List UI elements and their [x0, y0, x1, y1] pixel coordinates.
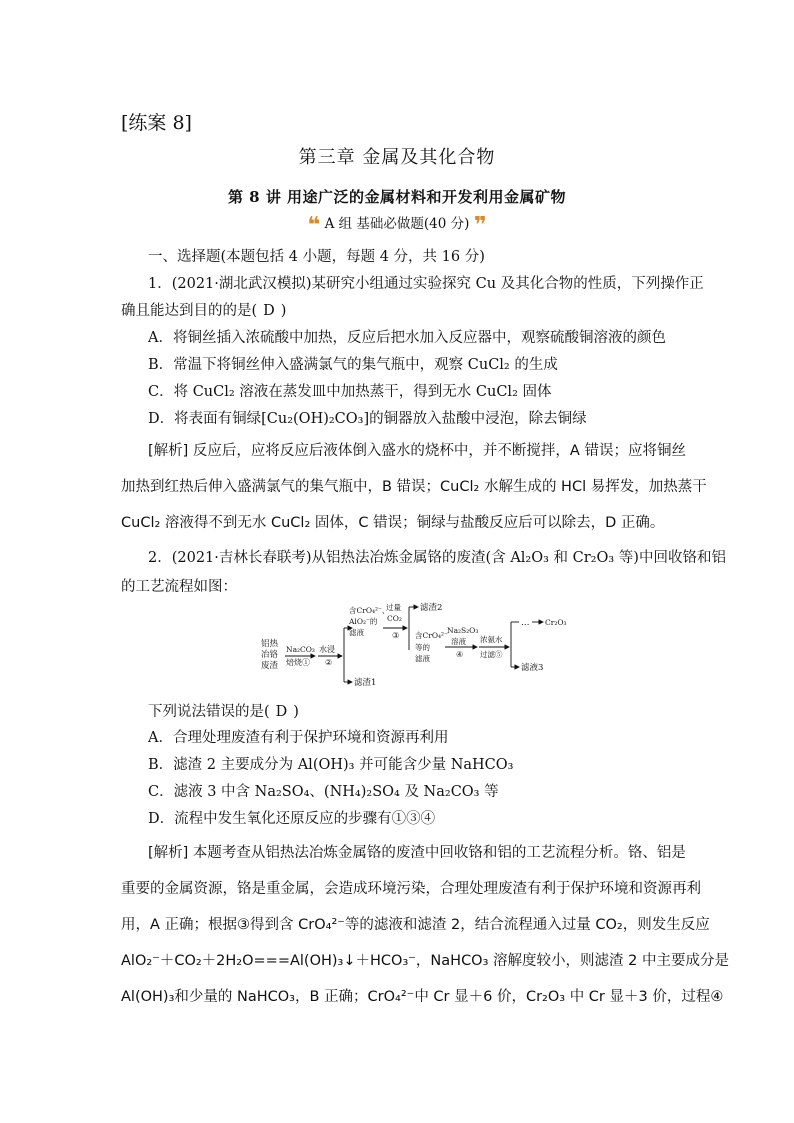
group-heading	[0, 212, 794, 238]
flow-product: Cr₂O₃	[545, 618, 567, 627]
q1-stem-line2	[121, 299, 286, 320]
process-flow-diagram	[255, 600, 585, 692]
flow-dots: …	[521, 618, 530, 628]
q2-option-d: D．流程中发生氧化还原反应的步骤有①③④	[148, 811, 436, 827]
flow-filtrate-2: AlO₂⁻的	[349, 617, 378, 626]
flow-filtrate3: 滤液3	[521, 663, 544, 673]
q1-answer: D	[263, 303, 275, 319]
q1-option-b: B．常温下将铜丝伸入盛满氯气的集气瓶中，观察 CuCl₂ 的生成	[148, 357, 558, 373]
q2-question-suffix: )	[293, 704, 299, 720]
flow-filtrate-3: 滤液	[349, 628, 364, 637]
flow-step4-label-2: ④	[456, 650, 464, 659]
close-quote-icon: ❞	[473, 213, 487, 238]
q1-explanation-line3: CuCl₂ 溶液得不到无水 CuCl₂ 固体，C 错误；铜绿与盐酸反应后可以除去，D 正确。	[121, 515, 665, 531]
q2-question	[148, 700, 299, 721]
open-quote-icon: ❝	[307, 213, 321, 238]
flow-solution-3: 滤液	[415, 654, 430, 663]
q2-stem-line1: 2．(2021·吉林长春联考)从铝热法冶炼金属铬的废渣(含 Al₂O₃ 和 Cr₂O₃ 等)中回收铬和铝	[148, 550, 726, 566]
lecture-title: 第 8 讲 用途广泛的金属材料和开发利用金属矿物	[227, 188, 567, 206]
flow-step3-label: ③	[392, 631, 400, 640]
q1-stem-prefix: 确且能达到目的的是(	[121, 303, 258, 319]
flow-residue1: 滤渣1	[354, 678, 377, 688]
flow-start-2: 冶铬	[261, 650, 279, 660]
flow-solution-1: 含CrO₄²⁻	[415, 631, 448, 640]
section-title: 一、选择题(本题包括 4 小题，每题 4 分，共 16 分)	[148, 249, 485, 265]
q2-explanation-line3: 用，A 正确；根据③得到含 CrO₄²⁻等的滤液和滤渣 2，结合流程通入过量 CO₂，则发生反应	[121, 917, 710, 933]
q2-explanation-line4: AlO₂⁻＋CO₂＋2H₂O===Al(OH)₃↓＋HCO₃⁻，NaHCO₃ 溶解度较小，则滤渣 2 中主要成分是	[121, 953, 729, 969]
q2-answer: D	[275, 704, 288, 720]
flow-start-1: 铝热	[261, 639, 279, 649]
q2-explanation-line1: [解析] 本题考查从铝热法冶炼金属铬的废渣中回收铬和铝的工艺流程分析。铬、铝是	[148, 845, 686, 861]
flow-residue2: 滤渣2	[420, 603, 443, 613]
q1-option-c: C．将 CuCl₂ 溶液在蒸发皿中加热蒸干，得到无水 CuCl₂ 固体	[148, 384, 552, 400]
q2-option-a: A．合理处理废渣有利于保护环境和资源再利用	[148, 730, 449, 746]
chapter-title: 第三章 金属及其化合物	[298, 147, 496, 168]
q2-stem-line2: 的工艺流程如图：	[121, 579, 237, 595]
flow-step1-reagent: Na₂CO₃	[286, 645, 315, 654]
q2-option-b: B．滤渣 2 主要成分为 Al(OH)₃ 并可能含少量 NaHCO₃	[148, 757, 514, 773]
q1-stem-suffix: )	[280, 303, 287, 319]
flow-step3-reagent-2: CO₂	[387, 614, 402, 623]
group-label: A 组 基础必做题(40 分)	[324, 216, 470, 232]
flow-step5-reagent: 浓氨水	[480, 635, 503, 644]
q1-option-d: D．将表面有铜绿[Cu₂(OH)₂CO₃]的铜器放入盐酸中浸泡，除去铜绿	[148, 411, 587, 427]
q1-explanation-line2: 加热到红热后伸入盛满氯气的集气瓶中，B 错误；CuCl₂ 水解生成的 HCl 易挥发，加热蒸干	[121, 479, 707, 495]
flow-filtrate-1: 含CrO₄²⁻、	[349, 606, 390, 615]
q2-option-c: C．滤液 3 中含 Na₂SO₄、(NH₄)₂SO₄ 及 Na₂CO₃ 等	[148, 784, 499, 800]
flow-solution-2: 等的	[415, 643, 430, 652]
flow-step4-label-1: 溶液	[451, 637, 466, 646]
flow-step1-label: 焙烧①	[286, 658, 310, 667]
flow-step4-reagent: Na₂S₂O₃	[447, 626, 479, 635]
q1-explanation-line1: [解析] 反应后，应将反应后液体倒入盛水的烧杯中，并不断搅拌，A 错误；应将铜丝	[148, 443, 686, 459]
q1-option-a: A．将铜丝插入浓硫酸中加热，反应后把水加入反应器中，观察硫酸铜溶液的颜色	[148, 330, 666, 346]
q2-explanation-line2: 重要的金属资源，铬是重金属，会造成环境污染，合理处理废渣有利于保护环境和资源再利	[121, 881, 701, 897]
q1-stem-line1: 1．(2021·湖北武汉模拟)某研究小组通过实验探究 Cu 及其化合物的性质，下列操作正	[148, 276, 704, 292]
flow-start-3: 废渣	[261, 661, 279, 671]
q2-explanation-line5: Al(OH)₃和少量的 NaHCO₃，B 正确；CrO₄²⁻中 Cr 显＋6 价，Cr₂O₃ 中 Cr 显＋3 价，过程④	[121, 989, 724, 1005]
flow-step5-label: 过滤⑤	[480, 650, 503, 659]
flow-step2-label: ②	[325, 658, 333, 667]
flow-step2-reagent: 水浸	[319, 645, 335, 654]
worksheet-tag: [练案 8]	[121, 112, 192, 134]
flow-step3-reagent-1: 过量	[386, 603, 401, 612]
q2-question-prefix: 下列说法错误的是(	[148, 704, 270, 720]
